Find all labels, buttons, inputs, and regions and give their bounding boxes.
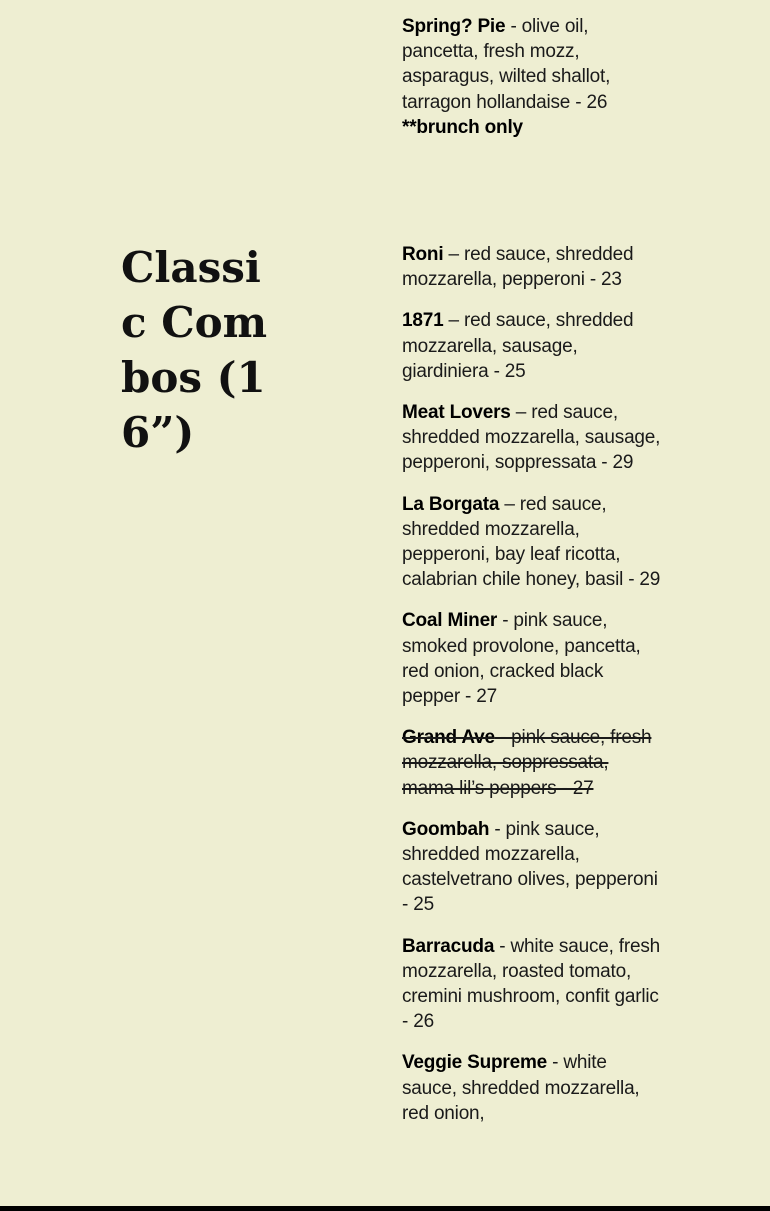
bottom-border <box>0 1206 770 1211</box>
section-title-classic-combos: Classic Combos (16”) <box>121 243 268 457</box>
menu-item-name: La Borgata <box>402 493 500 515</box>
menu-item-description: - pink sauce, shredded mozzarella, castelvetrano olives, pepperoni - 25 <box>402 818 658 916</box>
menu-item-goombah <box>402 817 664 918</box>
brunch-only-note: **brunch only <box>402 116 523 138</box>
menu-item-name: Barracuda <box>402 935 495 957</box>
menu-item-coal-miner <box>402 608 664 709</box>
menu-item-grand-ave-struck <box>402 725 664 801</box>
menu-item-description: - white sauce, fresh mozzarella, roasted tomato, cremini mushroom, confit garlic - 26 <box>402 935 661 1033</box>
menu-item-la-borgata <box>402 492 664 593</box>
menu-item-roni <box>402 242 664 292</box>
menu-item-1871 <box>402 308 664 384</box>
menu-item-barracuda <box>402 934 664 1035</box>
menu-item-name: 1871 <box>402 310 444 332</box>
menu-item-spring-pie <box>402 14 664 115</box>
menu-item-meat-lovers <box>402 400 664 476</box>
menu-item-description: - white sauce, shredded mozzarella, red onion, <box>402 1052 640 1124</box>
menu-item-name: Roni <box>402 244 444 265</box>
menu-item-name: Meat Lovers <box>402 402 511 424</box>
menu-item-description: - pink sauce, fresh mozzarella, soppressata, mama lil’s peppers - 27 <box>402 727 652 799</box>
menu-item-description: – red sauce, shredded mozzarella, pepperoni - 23 <box>402 244 634 291</box>
menu-item-description: – red sauce, shredded mozzarella, pepperoni, bay leaf ricotta, calabrian chile honey, basil - 29 <box>402 493 661 591</box>
menu-item-name: Veggie Supreme <box>402 1052 548 1074</box>
menu-item-description: – red sauce, shredded mozzarella, sausage, pepperoni, soppressata - 29 <box>402 402 661 474</box>
spring-pie-column <box>402 14 664 140</box>
menu-item-description: - pink sauce, smoked provolone, pancetta, red onion, cracked black pepper - 27 <box>402 610 641 708</box>
menu-item-veggie-supreme <box>402 1050 664 1126</box>
menu-item-name: Grand Ave <box>402 727 495 749</box>
menu-item-description: – red sauce, shredded mozzarella, sausage, giardiniera - 25 <box>402 310 634 382</box>
classic-combos-list <box>402 242 664 1126</box>
menu-item-description: - olive oil, pancetta, fresh mozz, asparagus, wilted shallot, tarragon hollandaise - 26 <box>402 16 611 113</box>
menu-item-name: Coal Miner <box>402 610 498 632</box>
menu-item-name: Spring? Pie <box>402 16 506 37</box>
menu-item-name: Goombah <box>402 818 490 840</box>
